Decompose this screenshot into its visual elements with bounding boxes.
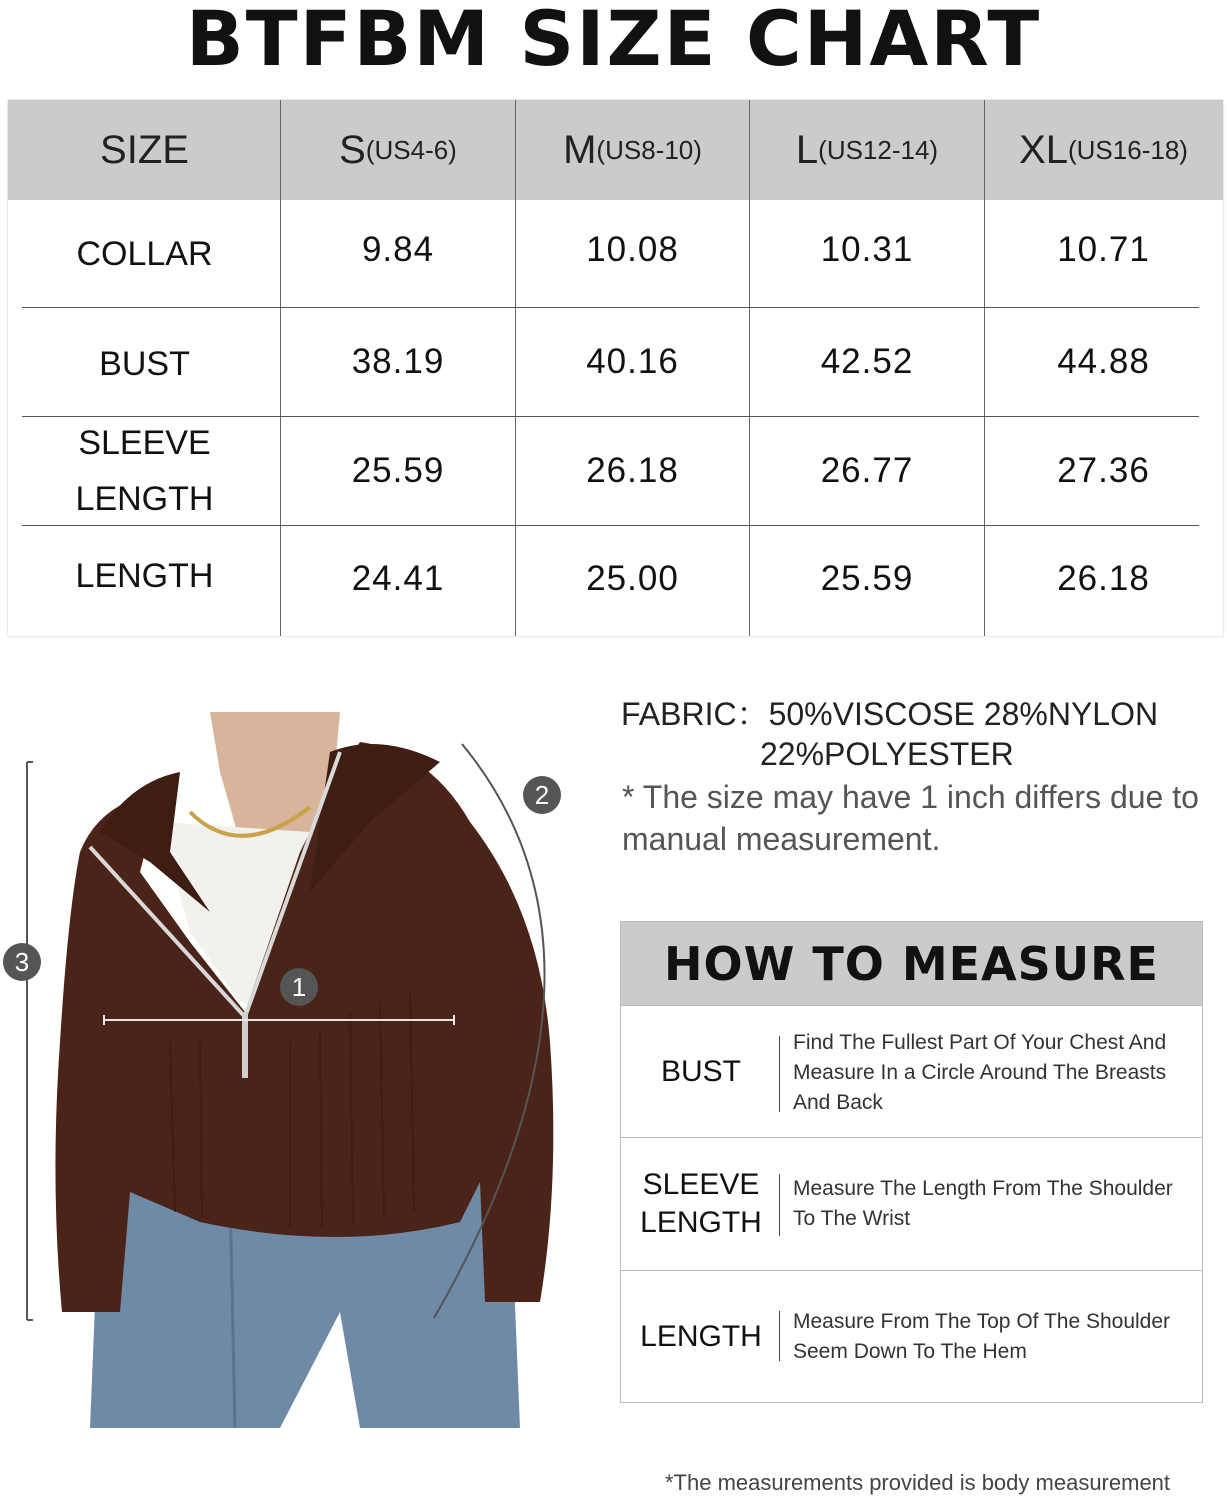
value-collar-l: 10.31	[820, 230, 914, 269]
value-collar-xl: 10.71	[1057, 230, 1150, 269]
header-size-s	[281, 100, 515, 200]
row-label-sleeve-length	[8, 417, 281, 525]
measure-divider	[779, 1174, 780, 1236]
marker-1-badge: 1	[280, 968, 318, 1006]
marker-2-badge: 2	[523, 776, 561, 814]
value-sleeve-m: 26.18	[586, 451, 679, 490]
measure-divider	[779, 1311, 780, 1361]
value-bust-m: 40.16	[586, 342, 679, 381]
measure-label: BUST	[660, 1054, 741, 1088]
measure-description: Measure The Length From The Shoulder To The Wrist	[793, 1177, 1173, 1230]
footer-note: *The measurements provided is body measurement	[665, 1470, 1171, 1495]
size-note: * The size may have 1 inch differs due to manual measurement.	[622, 779, 1199, 857]
measure-row-bust	[621, 1005, 1202, 1137]
fabric-composition-line2: 22%POLYESTER	[760, 736, 1014, 772]
measure-label: LENGTH	[640, 1319, 762, 1353]
value-sleeve-xl: 27.36	[1057, 451, 1150, 490]
row-label-collar: COLLAR	[76, 235, 213, 273]
measure-label	[621, 1138, 781, 1269]
measure-row-length	[621, 1270, 1202, 1402]
size-us-range: (US16-18)	[1068, 134, 1188, 165]
value-sleeve-s: 25.59	[351, 451, 445, 490]
row-label-line: SLEEVE	[78, 424, 211, 462]
header-size: SIZE	[100, 127, 189, 172]
value-length-l: 25.59	[820, 559, 914, 598]
size-letter: L	[795, 127, 819, 172]
row-label-bust: BUST	[99, 345, 190, 383]
measure-label-line: LENGTH	[640, 1205, 762, 1239]
measure-row-sleeve-length	[621, 1137, 1202, 1269]
size-letter: S	[339, 127, 366, 172]
value-bust-l: 42.52	[820, 342, 914, 381]
size-letter: M	[563, 127, 597, 172]
measure-divider	[779, 1036, 780, 1112]
size-letter: XL	[1019, 127, 1068, 172]
size-us-range: (US12-14)	[818, 134, 939, 165]
header-size-xl	[984, 100, 1223, 200]
measure-label-line: SLEEVE	[642, 1167, 760, 1201]
measure-description: Find The Fullest Part Of Your Chest And Measure In a Circle Around The Breasts And Back	[793, 1031, 1167, 1114]
value-collar-s: 9.84	[361, 230, 435, 269]
value-bust-xl: 44.88	[1057, 342, 1150, 381]
how-to-measure-panel	[620, 921, 1203, 1403]
fabric-composition: FABRIC：50%VISCOSE 28%NYLON	[621, 696, 1159, 732]
value-sleeve-l: 26.77	[820, 451, 914, 490]
row-label-length: LENGTH	[75, 557, 214, 595]
size-us-range: (US4-6)	[365, 134, 457, 165]
row-label-line: LENGTH	[75, 480, 214, 518]
header-size-l	[750, 100, 984, 200]
value-length-s: 24.41	[351, 559, 445, 598]
value-bust-s: 38.19	[351, 342, 445, 381]
header-size-m	[515, 100, 750, 200]
page-title: BTFBM SIZE CHART	[185, 0, 1042, 83]
value-length-xl: 26.18	[1057, 559, 1150, 598]
size-chart-table	[8, 100, 1223, 636]
how-to-measure-heading: HOW TO MEASURE	[621, 922, 1202, 1006]
value-collar-m: 10.08	[586, 230, 679, 269]
marker-3-badge: 3	[3, 943, 41, 981]
measure-description: Measure From The Top Of The Shoulder Seem Down To The Hem	[793, 1310, 1171, 1363]
size-us-range: (US8-10)	[596, 134, 702, 165]
value-length-m: 25.00	[586, 559, 679, 598]
